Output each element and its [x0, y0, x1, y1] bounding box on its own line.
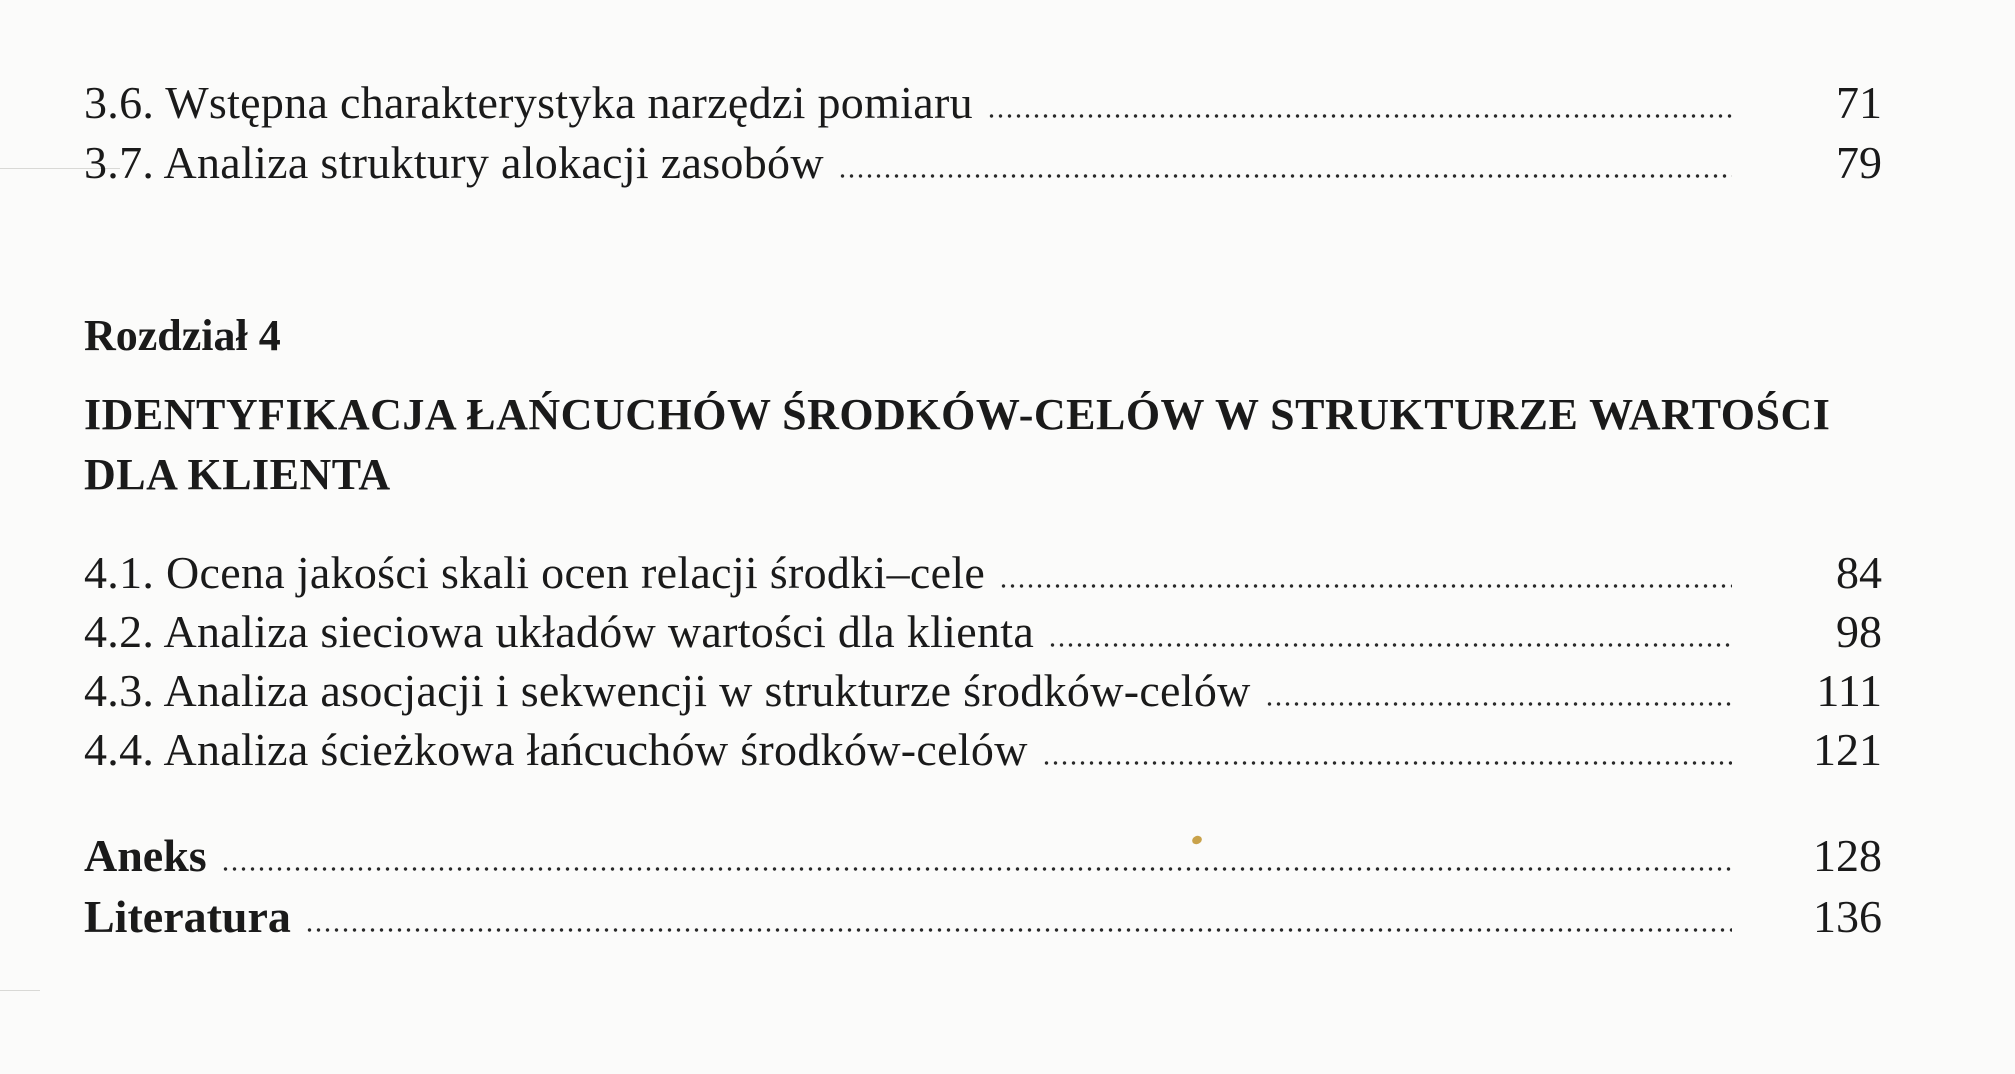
toc-entry-aneks[interactable] [84, 823, 1882, 879]
toc-entry-page: 98 [1836, 606, 1882, 657]
toc-entry[interactable] [84, 70, 1882, 126]
toc-entry-page: 71 [1836, 77, 1882, 128]
toc-entry-page: 136 [1813, 891, 1882, 942]
toc-entry-page: 111 [1816, 665, 1882, 716]
dot-leader [1265, 701, 1732, 707]
toc-entry-label: 4.3. Analiza asocjacji i sekwencji w strukturze środków-celów [84, 665, 1251, 716]
chapter-title: IDENTYFIKACJA ŁAŃCUCHÓW ŚRODKÓW-CELÓW W STRUKTURZE WARTOŚCI DLA KLIENTA [84, 390, 1831, 499]
toc-entry-label: Literatura [84, 891, 291, 942]
toc-entry[interactable] [84, 658, 1882, 714]
toc-entry-literatura[interactable] [84, 884, 1882, 940]
dot-leader [1042, 760, 1732, 766]
toc-entry-page: 128 [1813, 830, 1882, 881]
toc-entry-label: 3.7. Analiza struktury alokacji zasobów [84, 137, 824, 188]
scan-artifact [0, 990, 40, 991]
dot-leader [999, 583, 1732, 589]
dot-leader [838, 173, 1732, 179]
toc-entry-label: 4.4. Analiza ścieżkowa łańcuchów środków-celów [84, 724, 1028, 775]
toc-entry[interactable] [84, 130, 1882, 186]
toc-entry[interactable] [84, 717, 1882, 773]
toc-entry[interactable] [84, 599, 1882, 655]
dot-leader [221, 866, 1732, 872]
dot-leader [305, 927, 1732, 933]
dot-leader [1048, 642, 1732, 648]
toc-entry-label: 4.2. Analiza sieciowa układów wartości dla klienta [84, 606, 1035, 657]
toc-entry-page: 84 [1836, 547, 1882, 598]
toc-entry-page: 79 [1836, 137, 1882, 188]
toc-entry[interactable] [84, 540, 1882, 596]
dot-leader [987, 113, 1732, 119]
toc-entry-page: 121 [1813, 724, 1882, 775]
toc-entry-label: 4.1. Ocena jakości skali ocen relacji środki–cele [84, 547, 986, 598]
toc-entry-label: 3.6. Wstępna charakterystyka narzędzi pomiaru [84, 77, 973, 128]
toc-entry-label: Aneks [84, 830, 207, 881]
chapter-label: Rozdział 4 [84, 311, 281, 360]
